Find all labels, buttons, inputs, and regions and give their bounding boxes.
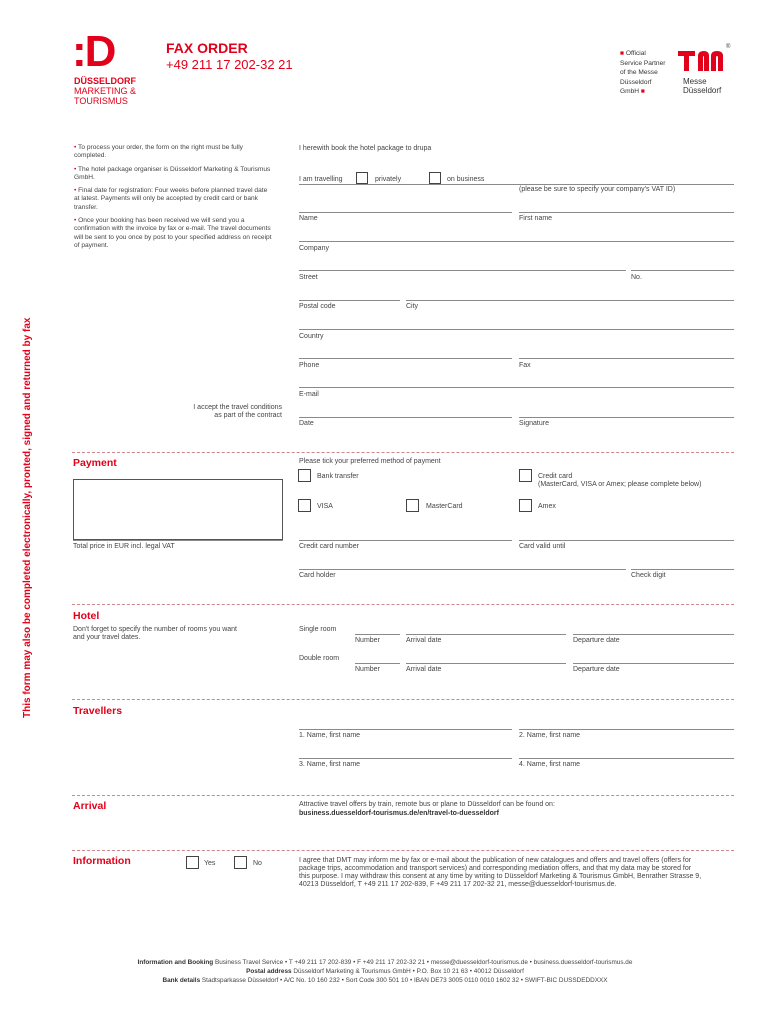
credit-card-label: Credit card xyxy=(538,473,573,480)
vat-note: (please be sure to specify your company's VAT ID) xyxy=(519,186,676,193)
total-price-label: Total price in EUR incl. legal VAT xyxy=(73,543,175,550)
traveller-2-field[interactable] xyxy=(519,729,734,730)
divider-travellers xyxy=(72,699,734,700)
name-label: Name xyxy=(299,215,318,222)
single-number-field[interactable] xyxy=(355,634,400,635)
partner-line-4: Düsseldorf xyxy=(620,78,652,86)
card-valid-field[interactable] xyxy=(519,540,734,541)
number-field[interactable] xyxy=(631,270,734,271)
total-line xyxy=(73,540,283,541)
arrival-text: Attractive travel offers by train, remote bus or plane to Düsseldorf can be found on: xyxy=(299,801,555,808)
hotel-title: Hotel xyxy=(73,610,100,622)
double-departure-label: Departure date xyxy=(573,666,620,673)
credit-card-note: (MasterCard, VISA or Amex; please complete below) xyxy=(538,481,702,488)
company-label: Company xyxy=(299,245,329,252)
info-text-3: this purpose. I may withdraw this consent at any time by writing to Düsseldorf Marketing & Tourismus GmbH, Benrather Strasse 9, xyxy=(299,873,702,880)
traveller-3-label: 3. Name, first name xyxy=(299,761,361,768)
single-arrival-field[interactable] xyxy=(406,634,566,635)
name-field[interactable] xyxy=(299,212,512,213)
messe-logo xyxy=(678,46,734,98)
info-text-1: I agree that DMT may inform me by fax or e-mail about the publication of new catalogues and offers and travel offers (offers for xyxy=(299,857,692,864)
payment-title: Payment xyxy=(73,457,117,469)
check-digit-label: Check digit xyxy=(631,572,666,579)
instruction-4: • Once your booking has been received we will send you a confirmation with the invoice by fax or e-mail. The travel documents will be sent to you once by post to your specified address on receipt of payment. xyxy=(74,217,272,249)
double-arrival-label: Arrival date xyxy=(406,666,442,673)
logo-line-1: DÜSSELDORF xyxy=(74,76,137,86)
amex-checkbox[interactable] xyxy=(519,499,532,512)
card-valid-label: Card valid until xyxy=(519,543,566,550)
company-field[interactable] xyxy=(299,241,734,242)
first-name-field[interactable] xyxy=(519,212,734,213)
amex-label: Amex xyxy=(538,503,556,510)
instruction-3: • Final date for registration: Four weeks before planned travel date at latest. Payments will only be accepted by credit card or bank transfer. xyxy=(74,187,268,211)
divider-information xyxy=(72,850,734,851)
travellers-title: Travellers xyxy=(73,705,123,717)
footer-line-3 xyxy=(0,977,770,984)
traveller-1-field[interactable] xyxy=(299,729,512,730)
fax-label: Fax xyxy=(519,362,531,369)
signature-label: Signature xyxy=(519,420,549,427)
card-holder-field[interactable] xyxy=(299,569,626,570)
footer-text-3: Stadtsparkasse Düsseldorf • A/C No. 10 160 232 • Sort Code 300 501 10 • IBAN DE73 3005 0110 0010 1602 32 • SWIFT-BIC DUSSDEDDXXX xyxy=(201,977,608,984)
footer-line-2 xyxy=(0,968,770,975)
instruction-1: • To process your order, the form on the right must be fully completed. xyxy=(74,144,243,160)
info-no-label: No xyxy=(253,860,262,867)
logo-line-3: TOURISMUS xyxy=(74,96,128,106)
partner-line-1: Official xyxy=(625,50,646,57)
street-field[interactable] xyxy=(299,270,626,271)
info-text-2: package trips, accommodation and transport services) and corresponding mediation offers, and that my data may be stored for xyxy=(299,865,692,872)
booking-intro: I herewith book the hotel package to drupa xyxy=(299,145,432,152)
date-field[interactable] xyxy=(299,417,512,418)
info-text-4: 40213 Düsseldorf, T +49 211 17 202-839, F +49 211 17 202-32 21, messe@duesseldorf-tourismus.de. xyxy=(299,881,617,888)
single-room-label: Single room xyxy=(299,626,337,633)
info-yes-checkbox[interactable] xyxy=(186,856,199,869)
double-departure-field[interactable] xyxy=(573,663,734,664)
arrival-link[interactable]: business.duesseldorf-tourismus.de/en/travel-to-duesseldorf xyxy=(299,810,499,817)
check-digit-field[interactable] xyxy=(631,569,734,570)
single-arrival-label: Arrival date xyxy=(406,637,442,644)
side-note: This form may also be completed electronically, pronted, signed and returned by fax xyxy=(22,317,33,718)
first-name-label: First name xyxy=(519,215,553,222)
partner-line-5: GmbH xyxy=(620,88,640,95)
postal-field[interactable] xyxy=(299,300,400,301)
double-number-field[interactable] xyxy=(355,663,400,664)
footer-label-2: Postal address xyxy=(246,968,292,975)
partner-line-2: Service Partner xyxy=(620,59,666,67)
single-departure-field[interactable] xyxy=(573,634,734,635)
total-price-box[interactable] xyxy=(73,479,283,540)
traveller-4-field[interactable] xyxy=(519,758,734,759)
instruction-2: • The hotel package organiser is Düsseldorf Marketing & Tourismus GmbH. xyxy=(74,166,271,182)
street-label: Street xyxy=(299,274,318,281)
hotel-note-2: and your travel dates. xyxy=(73,634,141,641)
traveller-2-label: 2. Name, first name xyxy=(519,732,581,739)
single-departure-label: Departure date xyxy=(573,637,620,644)
info-no-checkbox[interactable] xyxy=(234,856,247,869)
fax-field[interactable] xyxy=(519,358,734,359)
double-arrival-field[interactable] xyxy=(406,663,566,664)
card-number-label: Credit card number xyxy=(299,543,359,550)
travelling-line xyxy=(299,184,734,185)
no-label: No. xyxy=(631,274,642,281)
city-label: City xyxy=(406,303,419,310)
accept-line-1: I accept the travel conditions xyxy=(193,404,282,411)
travelling-label: I am travelling xyxy=(299,176,343,183)
mastercard-checkbox[interactable] xyxy=(406,499,419,512)
logo-line-2: MARKETING & xyxy=(74,86,137,96)
payment-intro: Please tick your preferred method of payment xyxy=(299,458,441,465)
signature-field[interactable] xyxy=(519,417,734,418)
visa-label: VISA xyxy=(317,503,333,510)
footer-line-1 xyxy=(0,959,770,966)
divider-hotel xyxy=(72,604,734,605)
hotel-note-1: Don't forget to specify the number of rooms you want xyxy=(73,626,237,633)
accept-line-2: as part of the contract xyxy=(214,412,282,419)
phone-label: Phone xyxy=(299,362,320,369)
privately-checkbox[interactable] xyxy=(356,172,368,184)
card-number-field[interactable] xyxy=(299,540,512,541)
arrival-title: Arrival xyxy=(73,800,107,812)
traveller-3-field[interactable] xyxy=(299,758,512,759)
business-checkbox[interactable] xyxy=(429,172,441,184)
page-title: FAX ORDER xyxy=(166,40,248,56)
card-holder-label: Card holder xyxy=(299,572,336,579)
mastercard-label: MasterCard xyxy=(426,503,463,510)
traveller-4-label: 4. Name, first name xyxy=(519,761,581,768)
footer-label-1: Information and Booking xyxy=(137,959,214,966)
city-field[interactable] xyxy=(406,300,734,301)
footer-text-1: Business Travel Service • T +49 211 17 202-839 • F +49 211 17 202-32 21 • messe@duesseldorf-tourismus.de • business.duesseldorf-tourismus.de xyxy=(214,959,633,966)
logo-mark: :D xyxy=(72,27,115,76)
country-label: Country xyxy=(299,333,324,340)
credit-card-checkbox[interactable] xyxy=(519,469,532,482)
info-yes-label: Yes xyxy=(204,860,216,867)
partner-line-3: of the Messe xyxy=(620,69,658,76)
messe-line-1: Messe xyxy=(683,77,707,86)
bank-transfer-checkbox[interactable] xyxy=(298,469,311,482)
privately-label: privately xyxy=(375,176,402,183)
footer-text-2: Düsseldorf Marketing & Tourismus GmbH • P.O. Box 10 21 63 • 40012 Düsseldorf xyxy=(293,968,524,975)
messe-reg: ® xyxy=(726,44,731,50)
email-field[interactable] xyxy=(299,387,734,388)
business-label: on business xyxy=(447,176,485,183)
email-label: E-mail xyxy=(299,391,319,398)
single-number-label: Number xyxy=(355,637,380,644)
messe-line-2: Düsseldorf xyxy=(683,86,722,95)
dmt-logo xyxy=(72,27,146,112)
divider-arrival xyxy=(72,795,734,796)
traveller-1-label: 1. Name, first name xyxy=(299,732,361,739)
divider-payment xyxy=(72,452,734,453)
double-number-label: Number xyxy=(355,666,380,673)
visa-checkbox[interactable] xyxy=(298,499,311,512)
partner-text: ■ Official Service Partner of the Messe Düsseldorf GmbH ■ xyxy=(620,50,666,95)
information-title: Information xyxy=(73,855,131,867)
footer-label-3: Bank details xyxy=(162,977,201,984)
fax-number: +49 211 17 202-32 21 xyxy=(166,57,293,72)
date-label: Date xyxy=(299,420,314,427)
double-room-label: Double room xyxy=(299,655,340,662)
bank-transfer-label: Bank transfer xyxy=(317,473,359,480)
postal-label: Postal code xyxy=(299,303,336,310)
phone-field[interactable] xyxy=(299,358,512,359)
country-field[interactable] xyxy=(299,329,734,330)
